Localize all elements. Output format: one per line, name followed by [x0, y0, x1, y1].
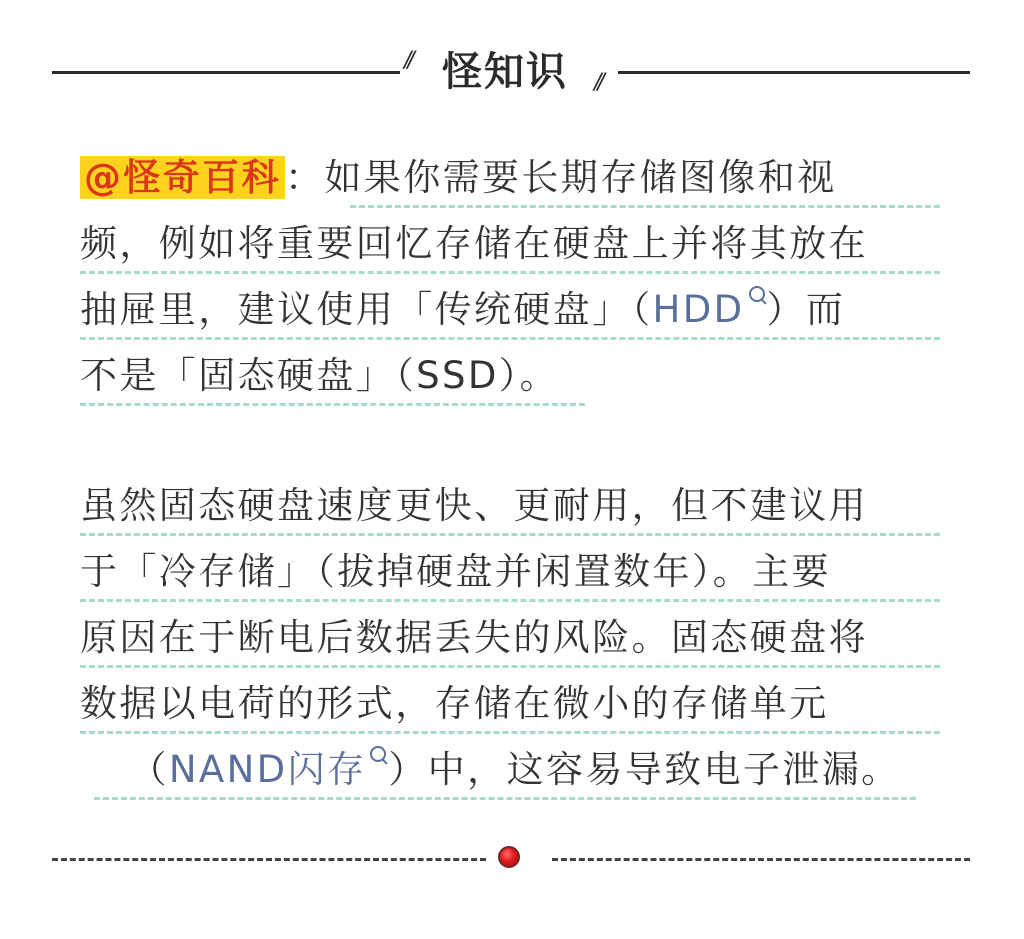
author-mention[interactable]: @怪奇百科	[80, 156, 285, 199]
dashed-underline	[80, 337, 940, 340]
text-line	[80, 214, 950, 280]
dashed-underline	[80, 271, 940, 274]
line-text: 于「冷存储」（拔掉硬盘并闲置数年）。主要	[80, 550, 831, 593]
line-text: ）中，这容易导致电子泄漏。	[388, 748, 901, 791]
text-line	[80, 148, 950, 214]
section-title: 怪知识	[442, 49, 568, 95]
footer-divider	[0, 830, 1024, 890]
line-text: ：如果你需要长期存储图像和视	[285, 156, 837, 199]
line-text: 频，例如将重要回忆存储在硬盘上并将其放在	[80, 222, 868, 265]
text-line	[80, 346, 950, 412]
text-line	[80, 674, 950, 740]
header-slash-right: //	[594, 70, 601, 95]
section-header	[0, 0, 1024, 120]
text-line	[80, 476, 950, 542]
nand-search-link[interactable]	[169, 748, 389, 791]
dashed-underline	[80, 599, 940, 602]
dashed-underline	[350, 205, 940, 208]
dashed-underline	[80, 403, 585, 406]
paragraph-1	[80, 148, 950, 412]
dashed-underline	[80, 731, 940, 734]
header-slash-left: //	[404, 48, 411, 73]
header-rule-left	[52, 71, 400, 74]
line-text: （	[129, 748, 169, 791]
dashed-underline	[80, 533, 940, 536]
divider-dash-left	[52, 858, 486, 861]
text-line	[80, 542, 950, 608]
divider-dash-right	[552, 858, 970, 861]
dashed-underline	[80, 665, 940, 668]
article-body	[80, 148, 950, 806]
link-text: HDD	[652, 288, 745, 331]
line-text: 不是「固态硬盘」（SSD）。	[80, 354, 560, 397]
text-line	[80, 280, 950, 346]
text-line	[80, 740, 950, 806]
dashed-underline	[94, 797, 916, 800]
red-dot-icon	[498, 846, 520, 868]
search-icon	[747, 286, 767, 310]
text-line	[80, 608, 950, 674]
link-text: NAND闪存	[168, 748, 367, 791]
header-rule-right	[618, 71, 970, 74]
line-text: 虽然固态硬盘速度更快、更耐用，但不建议用	[80, 484, 868, 527]
hdd-search-link[interactable]	[653, 288, 767, 331]
paragraph-2	[80, 476, 950, 806]
line-text: ）而	[766, 288, 846, 331]
line-text: 抽屉里，建议使用「传统硬盘」（	[80, 288, 653, 331]
line-text: 原因在于断电后数据丢失的风险。固态硬盘将	[80, 616, 868, 659]
line-text: 数据以电荷的形式，存储在微小的存储单元	[80, 682, 829, 725]
search-icon	[368, 746, 388, 770]
